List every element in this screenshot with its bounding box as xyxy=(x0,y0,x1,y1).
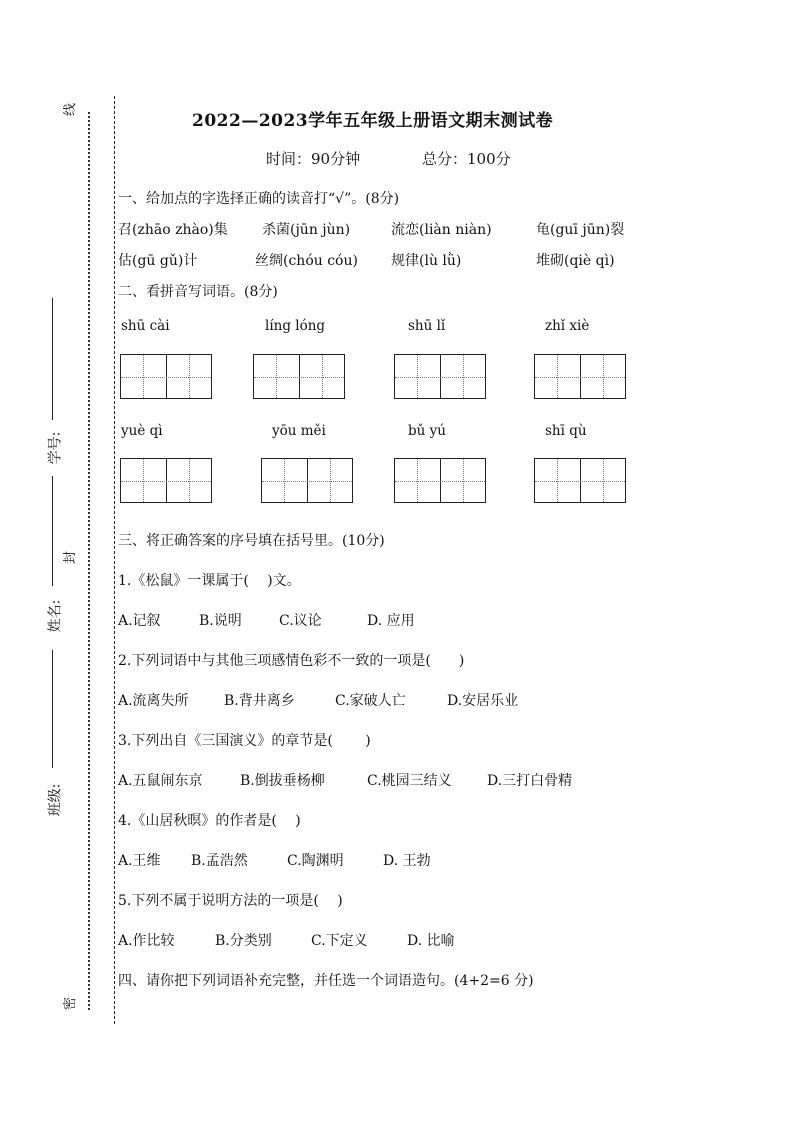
tianzige-box[interactable] xyxy=(120,354,212,399)
exam-total-score: 总分：100分 xyxy=(422,150,511,168)
q3-option-c: C.桃园三结义 xyxy=(367,773,452,789)
pinyin-label: yuè qì xyxy=(121,423,163,439)
q5-option-d: D. 比喻 xyxy=(407,933,455,949)
xingming-label: 姓名: xyxy=(47,599,64,633)
q4-option-b: B.孟浩然 xyxy=(191,853,248,869)
pinyin-label: shī qù xyxy=(545,423,587,439)
s1-item: 召(zhāo zhào)集 xyxy=(118,222,228,238)
tianzige-box[interactable] xyxy=(261,458,353,503)
s1-item: 流恋(liàn niàn) xyxy=(391,222,492,238)
tianzige-box[interactable] xyxy=(534,354,626,399)
pinyin-label: shū lǐ xyxy=(408,318,446,334)
q2-option-c: C.家破人亡 xyxy=(335,693,406,709)
pinyin-label: líng lóng xyxy=(265,318,326,334)
question-1: 1.《松鼠》一课属于( )文。 xyxy=(118,573,301,589)
s1-item: 丝绸(chóu cóu) xyxy=(255,253,358,269)
tianzige-box[interactable] xyxy=(394,458,486,503)
exam-time: 时间：90分钟 xyxy=(266,150,361,168)
seal-char-mi: 密 xyxy=(63,996,79,1011)
question-5: 5.下列不属于说明方法的一项是( ) xyxy=(118,893,343,909)
tianzige-box[interactable] xyxy=(253,354,345,399)
q3-option-b: B.倒拔垂杨柳 xyxy=(240,773,325,789)
banji-label: 班级: xyxy=(47,783,64,817)
question-3: 3.下列出自《三国演义》的章节是( ) xyxy=(118,733,371,749)
xingming-blank[interactable] xyxy=(52,476,53,586)
pinyin-label: bǔ yú xyxy=(408,423,446,439)
q4-option-d: D. 王勃 xyxy=(383,853,431,869)
question-4: 4.《山居秋暝》的作者是( ) xyxy=(118,813,301,829)
section2-heading: 二、看拼音写词语。(8分) xyxy=(118,284,278,300)
seal-char-feng: 封 xyxy=(63,550,79,565)
q5-option-c: C.下定义 xyxy=(311,933,368,949)
section1-heading: 一、给加点的字选择正确的读音打“√”。(8分) xyxy=(118,191,400,207)
q1-option-c: C.议论 xyxy=(279,613,322,629)
pinyin-label: zhǐ xiè xyxy=(545,318,590,334)
q3-option-d: D.三打白骨精 xyxy=(487,773,573,789)
q2-option-d: D.安居乐业 xyxy=(447,693,519,709)
tianzige-box[interactable] xyxy=(120,458,212,503)
pinyin-label: yōu měi xyxy=(272,423,326,439)
seal-char-xian: 线 xyxy=(63,102,79,117)
q3-option-a: A.五鼠闹东京 xyxy=(118,773,203,789)
s1-item: 杀菌(jūn jùn) xyxy=(262,222,351,238)
q4-option-c: C.陶渊明 xyxy=(287,853,344,869)
xuehao-label: 学号: xyxy=(47,431,64,465)
section4-heading: 四、请你把下列词语补充完整，并任选一个词语造句。(4+2=6 分) xyxy=(118,973,534,989)
q5-option-b: B.分类别 xyxy=(215,933,272,949)
tianzige-box[interactable] xyxy=(394,354,486,399)
question-2: 2.下列词语中与其他三项感情色彩不一致的一项是( ) xyxy=(118,653,465,669)
banji-blank[interactable] xyxy=(52,650,53,768)
page-title: 2022—2023学年五年级上册语文期末测试卷 xyxy=(192,111,554,131)
q5-option-a: A.作比较 xyxy=(118,933,175,949)
seal-dashed-line xyxy=(114,96,115,1024)
s1-item: 堆砌(qiè qì) xyxy=(536,253,615,269)
s1-item: 规律(lù lǜ) xyxy=(391,253,462,269)
seal-dotted-line xyxy=(88,112,90,1010)
q1-option-d: D. 应用 xyxy=(367,613,415,629)
s1-item: 龟(guī jūn)裂 xyxy=(536,222,625,238)
q2-option-b: B.背井离乡 xyxy=(224,693,295,709)
tianzige-box[interactable] xyxy=(534,458,626,503)
pinyin-label: shū cài xyxy=(121,318,170,334)
q1-option-b: B.说明 xyxy=(199,613,242,629)
s1-item: 估(gū gǔ)计 xyxy=(118,253,198,269)
q1-option-a: A.记叙 xyxy=(118,613,161,629)
q2-option-a: A.流离失所 xyxy=(118,693,189,709)
xuehao-blank[interactable] xyxy=(52,298,53,420)
section3-heading: 三、将正确答案的序号填在括号里。(10分) xyxy=(118,533,385,549)
q4-option-a: A.王维 xyxy=(118,853,161,869)
